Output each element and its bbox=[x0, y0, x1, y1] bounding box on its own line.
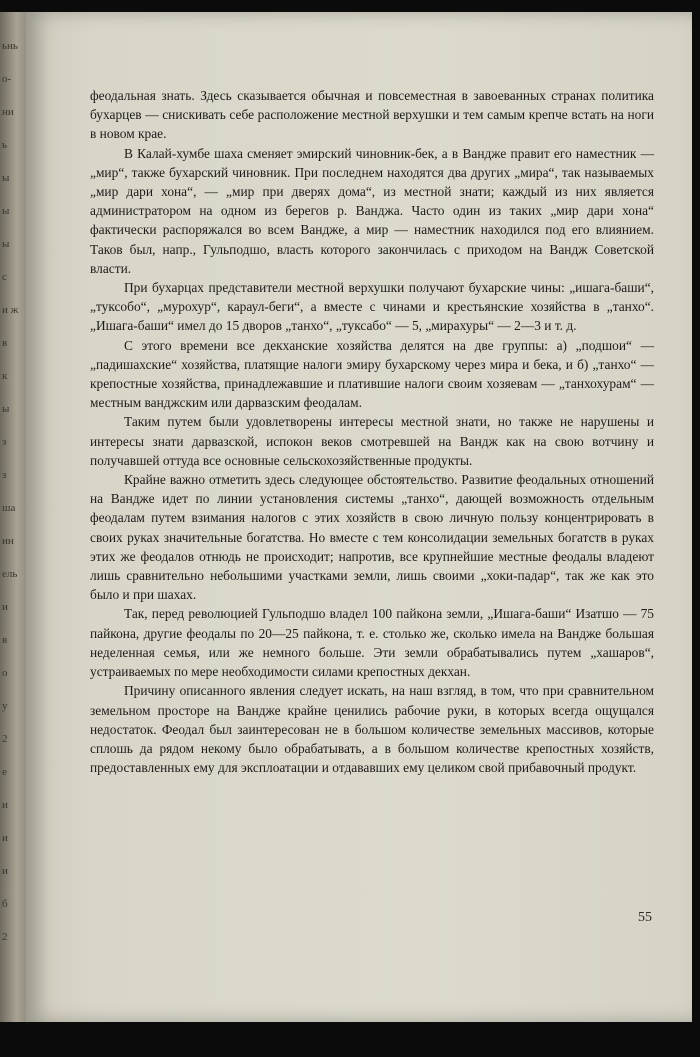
left-page-text-fragment: и bbox=[2, 865, 8, 877]
left-page-text-fragment: и ж bbox=[2, 304, 19, 316]
book-page bbox=[26, 12, 692, 1022]
left-page-text-fragment: ин bbox=[2, 535, 14, 547]
paragraph: При бухарцах представители местной верхушки получают бухарские чины: „ишага-баши“, „туксобо“, „мурохур“, караул-беги“, а вместе с чинами и крестьянские хозяйства в „танхо“. „Ишага-баши“ имел до 15 дворов „танхо“, „туксабо“ — 5, „мирахуры“ — 2—3 и т. д. bbox=[90, 280, 654, 334]
left-page-text-fragment: с bbox=[2, 271, 7, 283]
left-page-text-fragment: и bbox=[2, 799, 8, 811]
left-page-text-fragment: в bbox=[2, 337, 8, 349]
left-page-text-fragment: 2 bbox=[2, 931, 8, 943]
left-page-text-fragment: в bbox=[2, 634, 8, 646]
left-page-text-fragment: б bbox=[2, 898, 8, 910]
paragraph: Так, перед революцией Гульподшо владел 100 пайкона земли, „Ишага-баши“ Изатшо — 75 пайкона, другие феодалы по 20—25 пайкона, т. е. столько же, сколько имела на Вандже большая неделенная семья, или же немного больше. Эти земли обрабатывались путем „хашаров“, устраиваемых по мере необходимости силами крепостных декхан. bbox=[90, 606, 654, 680]
left-page-text-fragment: ьнь bbox=[2, 40, 18, 52]
left-page-text-fragment: ель bbox=[2, 568, 18, 580]
left-page-text-fragment: ы bbox=[2, 403, 10, 415]
left-page-text-fragment: ы bbox=[2, 172, 10, 184]
page-number: 55 bbox=[638, 910, 652, 925]
left-page-text-fragment: ы bbox=[2, 238, 10, 250]
left-page-text-fragment: ь bbox=[2, 139, 8, 151]
paragraph: Крайне важно отметить здесь следующее обстоятельство. Развитие феодальных отношений на Вандже идет по линии установления системы „танхо“, дающей возможность отдельным феодалам путем взимания налогов с этих хозяйств в свою личную пользу концентрировать в своих руках значительные богатства. Но вместе с тем консолидации земельных богатств в руках этих же феодалов отнюдь не происходит; напротив, все крупнейшие местные феодалы владеют лишь сравнительно небольшими участками земли, лишь своими „хоки-падар“, так же как это было и при шахах. bbox=[90, 472, 654, 603]
paragraph: С этого времени все декханские хозяйства делятся на две группы: а) „подшои“ — „падишахские“ хозяйства, платящие налоги эмиру бухарскому через мира и бека, и б) „танхо“ — крепостные хозяйства, принадлежавшие и платившие налоги своим хозяевам — „танхохурам“ — местным ванджским или дарвазским феодалам. bbox=[90, 337, 654, 411]
left-page-text-fragment: 2 bbox=[2, 733, 8, 745]
paragraph: В Калай-хумбе шаха сменяет эмирский чиновник-бек, а в Вандже правит его наместник — „мир“, также бухарский чиновник. При последнем находятся два других „мира“, так называемых „мир дари хона“, — „мир при дверях дома“, из местной знати; каждый из них является администратором на одном из берегов р. Ванджа. Часто один из таких „мир дари хона“ фактически распоряжался во всем Вандже, а мир — наместник находился под его влиянием. Таков был, напр., Гульподшо, власть которого закончилась с приходом на Вандж Советской власти. bbox=[90, 145, 654, 276]
left-page-text-fragment: ни bbox=[2, 106, 14, 118]
left-page-text-fragment: о- bbox=[2, 73, 12, 85]
left-page-text-fragment: и bbox=[2, 832, 8, 844]
left-page-text-fragment: и bbox=[2, 601, 8, 613]
left-page-text-fragment: е bbox=[2, 766, 7, 778]
left-page-text-fragment: ша bbox=[2, 502, 16, 514]
paragraph: Таким путем были удовлетворены интересы местной знати, но также не нарушены и интересы знати дарвазской, испокон веков смотревшей на Вандж как на свою вотчину и получавшей оттуда все основные сельскохозяйственные продукты. bbox=[90, 414, 654, 468]
left-page-text-fragment: з bbox=[2, 469, 7, 481]
body-text bbox=[90, 86, 654, 777]
left-page-text-fragment: з bbox=[2, 436, 7, 448]
left-page-text-fragment: о bbox=[2, 667, 8, 679]
left-page-text-fragment: у bbox=[2, 700, 8, 712]
left-page-text-fragment: к bbox=[2, 370, 8, 382]
paragraph: Причину описанного явления следует искать, на наш взгляд, в том, что при сравнительном земельном просторе на Вандже крайне ценились рабочие руки, в которых всегда ощущался недостаток. Феодал был заинтересован не в большом количестве земельных массивов, которые сплошь да рядом некому было обрабатывать, а в большом количестве крепостных хозяйств, предоставленных ему для эксплоатации и отдававших ему целиком свой прибавочный продукт. bbox=[90, 683, 654, 776]
left-page-text-fragment: ы bbox=[2, 205, 10, 217]
paragraph: феодальная знать. Здесь сказывается обычная и повсеместная в завоеванных странах политика бухарцев — снискивать себе расположение местной верхушки и тем самым крепче встать на ноги в новом крае. bbox=[90, 88, 654, 142]
